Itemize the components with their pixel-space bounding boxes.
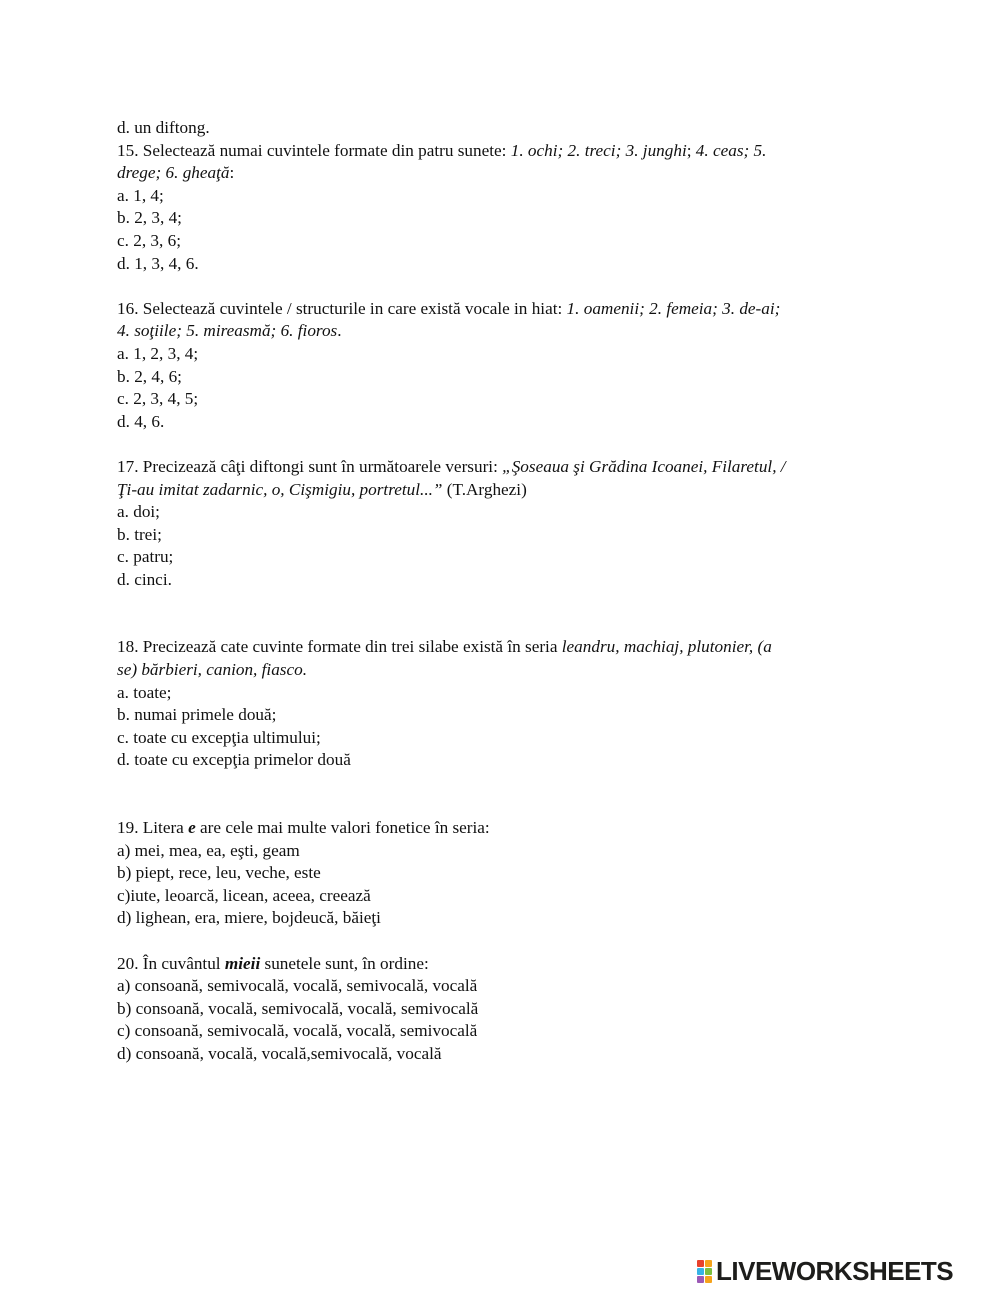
q15-text: 15. Selectează numai cuvintele formate din patru sunete: [117, 140, 511, 160]
q20-text: 20. În cuvântul [117, 953, 225, 973]
q18-text: 18. Precizează cate cuvinte formate din trei silabe există în seria [117, 637, 562, 657]
q19-option-c[interactable]: c)iute, leoarcă, licean, aceea, creează [117, 885, 371, 905]
q19-option-d[interactable]: d) lighean, era, miere, bojdeucă, băieţi [117, 908, 381, 928]
q18-text-line1 [117, 636, 907, 659]
question-20 [117, 953, 907, 1066]
logo-block [705, 1276, 712, 1283]
logo-block [705, 1268, 712, 1275]
q20-text-line1 [117, 953, 907, 976]
q17-option-a[interactable]: a. doi; [117, 502, 160, 522]
logo-block [697, 1276, 704, 1283]
q15-option-d[interactable]: d. 1, 3, 4, 6. [117, 253, 199, 273]
logo-block [697, 1260, 704, 1267]
q16-words: 1. oamenii; 2. femeia; 3. de-ai; [566, 298, 781, 318]
logo-block [705, 1260, 712, 1267]
q19-letter: e [188, 818, 196, 838]
q15-option-b[interactable]: b. 2, 3, 4; [117, 208, 182, 228]
q17-text-line2 [117, 479, 907, 502]
q15-colon: : [229, 163, 235, 183]
q17-option-c[interactable]: c. patru; [117, 547, 174, 567]
question-15 [117, 140, 907, 276]
q18-text-line2 [117, 659, 907, 682]
q19-text-end: are cele mai multe valori fonetice în seria: [195, 818, 490, 838]
q16-option-a[interactable]: a. 1, 2, 3, 4; [117, 343, 199, 363]
q15-text-line1 [117, 140, 907, 163]
q16-text-line2 [117, 320, 907, 343]
q20-word: mieii [224, 953, 261, 973]
q20-option-a[interactable]: a) consoană, semivocală, vocală, semivocală, vocală [117, 976, 478, 996]
q19-text: 19. Litera [117, 818, 189, 838]
q17-text: 17. Precizează câţi diftongi sunt în următoarele versuri: [117, 456, 503, 476]
q14-option-d: d. un diftong. [117, 118, 210, 137]
q15-words-3: drege; 6. gheaţă [117, 163, 230, 183]
q16-option-c[interactable]: c. 2, 3, 4, 5; [117, 389, 199, 409]
q17-text-line1 [117, 456, 907, 479]
logo-text: LIVEWORKSHEETS [716, 1255, 954, 1286]
question-16 [117, 298, 907, 434]
q18-option-b[interactable]: b. numai primele două; [117, 705, 277, 725]
q17-option-d[interactable]: d. cinci. [117, 569, 172, 589]
q19-option-b[interactable]: b) piept, rece, leu, veche, este [117, 863, 321, 883]
q16-words-2: 4. soţiile; 5. mireasmă; 6. fioros [117, 321, 338, 341]
q15-separator: ; [686, 140, 692, 160]
q18-option-a[interactable]: a. toate; [117, 682, 172, 702]
q15-words-2: 4. ceas; 5. [691, 140, 767, 160]
q17-option-b[interactable]: b. trei; [117, 524, 162, 544]
q16-option-d[interactable]: d. 4, 6. [117, 411, 165, 431]
worksheet-page [117, 117, 907, 1066]
q16-period: . [337, 321, 342, 341]
q18-words-2: se) bărbieri, canion, fiasco. [117, 660, 307, 680]
q17-author: (T.Arghezi) [442, 479, 527, 499]
q18-words: leandru, machiaj, plutonier, (a [561, 637, 772, 657]
q15-words: 1. ochi; 2. treci; 3. junghi [510, 140, 687, 160]
question-19 [117, 817, 907, 930]
q20-option-c[interactable]: c) consoană, semivocală, vocală, vocală, semivocală [117, 1021, 478, 1041]
q15-text-line2 [117, 162, 907, 185]
liveworksheets-logo-icon [697, 1260, 712, 1283]
q15-option-a[interactable]: a. 1, 4; [117, 185, 164, 205]
q16-text: 16. Selectează cuvintele / structurile in care există vocale in hiat: [117, 298, 567, 318]
q20-option-d[interactable]: d) consoană, vocală, vocală,semivocală, vocală [117, 1043, 442, 1063]
q15-option-c[interactable]: c. 2, 3, 6; [117, 230, 181, 250]
q16-option-b[interactable]: b. 2, 4, 6; [117, 366, 182, 386]
q20-text-end: sunetele sunt, în ordine: [260, 953, 429, 973]
q19-option-a[interactable]: a) mei, mea, ea, eşti, geam [117, 840, 300, 860]
q16-text-line1 [117, 298, 907, 321]
q20-option-b[interactable]: b) consoană, vocală, semivocală, vocală, semivocală [117, 998, 479, 1018]
q17-verse: „Şoseaua şi Grădina Icoanei, Filaretul, / [502, 456, 786, 476]
q18-option-c[interactable]: c. toate cu excepţia ultimului; [117, 727, 321, 747]
q19-text-line1 [117, 817, 907, 840]
question-17 [117, 456, 907, 592]
q17-verse-2: Ţi-au imitat zadarnic, o, Cişmigiu, portretul...” [117, 479, 443, 499]
logo-block [697, 1268, 704, 1275]
q18-option-d[interactable]: d. toate cu excepţia primelor două [117, 750, 351, 770]
question-18 [117, 636, 907, 772]
liveworksheets-logo[interactable] [697, 1257, 953, 1285]
